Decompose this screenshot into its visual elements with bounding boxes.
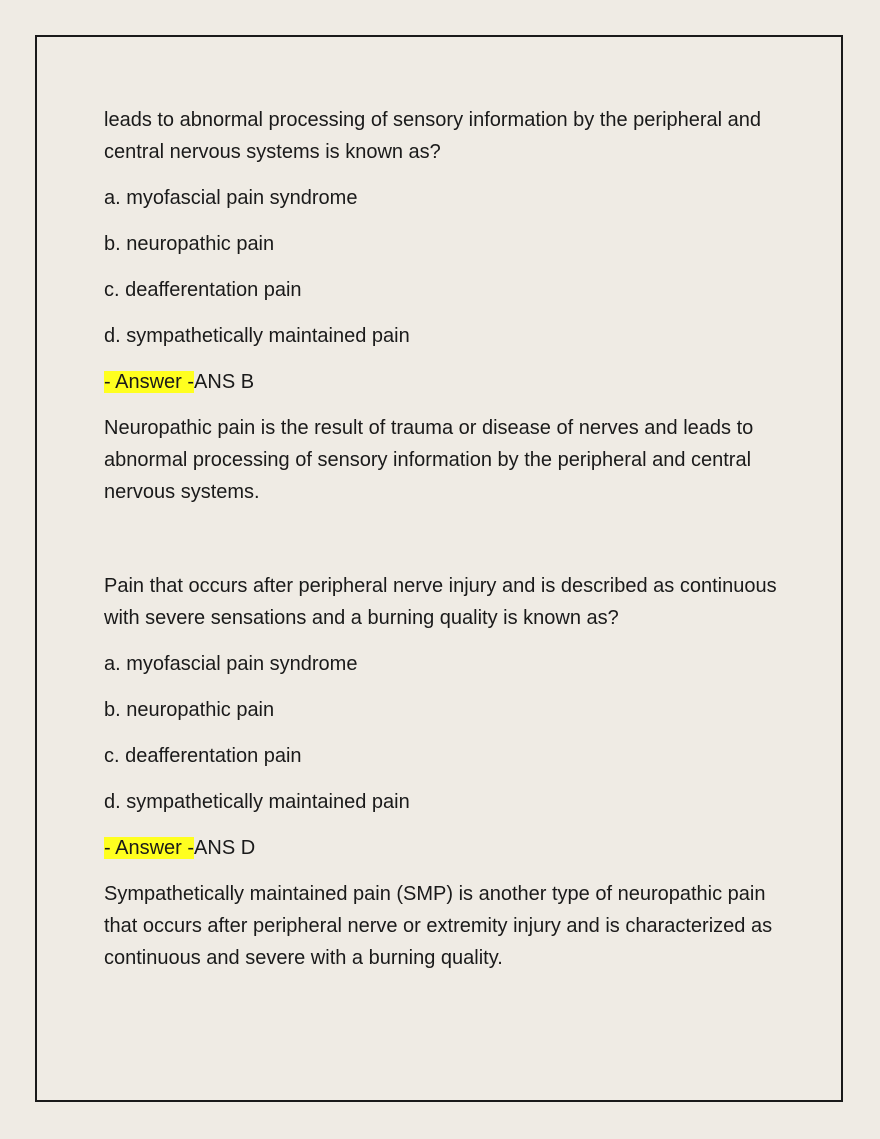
option-d: d. sympathetically maintained pain <box>104 791 410 813</box>
question-block-1 <box>104 104 784 508</box>
question-block-2 <box>104 570 784 974</box>
question-text: leads to abnormal processing of sensory information by the peripheral and central nervous systems is known as? <box>104 109 762 163</box>
answer-value: ANS B <box>194 371 255 393</box>
option-a: a. myofascial pain syndrome <box>104 653 358 675</box>
answer-line <box>104 366 784 398</box>
option-a: a. myofascial pain syndrome <box>104 187 358 209</box>
answer-value: ANS D <box>194 837 256 859</box>
explanation-text: Sympathetically maintained pain (SMP) is another type of neuropathic pain that occurs after peripheral nerve or extremity injury and is characterized as continuous and severe with a burning quality. <box>104 883 773 969</box>
block-spacer <box>104 522 784 570</box>
option-b: b. neuropathic pain <box>104 233 275 255</box>
option-c: c. deafferentation pain <box>104 279 302 301</box>
option-d: d. sympathetically maintained pain <box>104 325 410 347</box>
question-text: Pain that occurs after peripheral nerve injury and is described as continuous with severe sensations and a burning quality is known as? <box>104 575 777 629</box>
option-c: c. deafferentation pain <box>104 745 302 767</box>
document-content <box>104 104 784 988</box>
answer-line <box>104 832 784 864</box>
answer-label-highlight: - Answer - <box>104 837 195 859</box>
option-b: b. neuropathic pain <box>104 699 275 721</box>
answer-label-highlight: - Answer - <box>104 371 195 393</box>
explanation-text: Neuropathic pain is the result of trauma or disease of nerves and leads to abnormal processing of sensory information by the peripheral and central nervous systems. <box>104 417 754 503</box>
